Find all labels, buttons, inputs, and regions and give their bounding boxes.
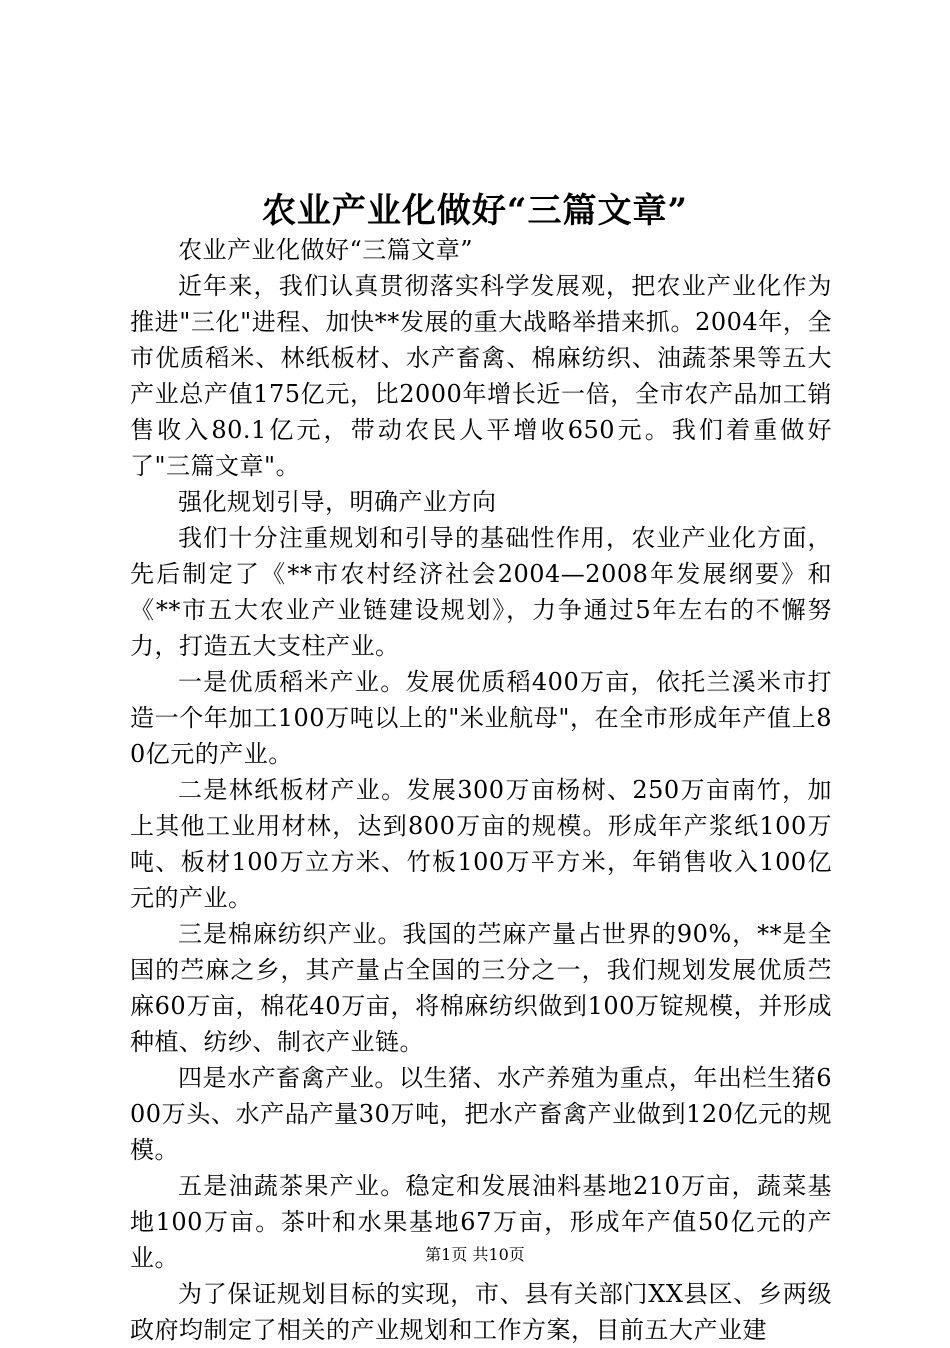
- document-body: [130, 232, 832, 1348]
- page-number: 第1页 共10页: [425, 1245, 525, 1264]
- paragraph: 近年来，我们认真贯彻落实科学发展观，把农业产业化作为推进"三化"进程、加快**发展的重大战略举措来抓。2004年，全市优质稻米、林纸板材、水产畜禽、棉麻纺织、油蔬茶果等五大产业总产值175亿元，比2000年增长近一倍，全市农产品加工销售收入80.1亿元，带动农民人平增收650元。我们着重做好了"三篇文章"。: [130, 272, 832, 480]
- paragraph: 一是优质稻米产业。发展优质稻400万亩，依托兰溪米市打造一个年加工100万吨以上的"米业航母"，在全市形成年产值上80亿元的产业。: [130, 668, 832, 768]
- paragraph: 五是油蔬茶果产业。稳定和发展油料基地210万亩，蔬菜基地100万亩。茶叶和水果基地67万亩，形成年产值50亿元的产业。: [130, 1172, 832, 1272]
- paragraph: 农业产业化做好“三篇文章”: [178, 236, 474, 264]
- paragraph: 为了保证规划目标的实现，市、县有关部门XX县区、乡两级政府均制定了相关的产业规划和工作方案，目前五大产业建: [130, 1280, 832, 1344]
- paragraph: 三是棉麻纺织产业。我国的苎麻产量占世界的90%，**是全国的苎麻之乡，其产量占全国的三分之一，我们规划发展优质苎麻60万亩，棉花40万亩，将棉麻纺织做到100万锭规模，并形成种植、纺纱、制衣产业链。: [130, 920, 832, 1056]
- paragraph: 二是林纸板材产业。发展300万亩杨树、250万亩南竹，加上其他工业用材林，达到800万亩的规模。形成年产浆纸100万吨、板材100万立方米、竹板100万平方米，年销售收入100亿元的产业。: [130, 776, 832, 912]
- paragraph: 四是水产畜禽产业。以生猪、水产养殖为重点，年出栏生猪600万头、水产品产量30万吨，把水产畜禽产业做到120亿元的规模。: [130, 1064, 832, 1164]
- section-heading: 强化规划引导，明确产业方向: [178, 488, 497, 516]
- document-title: 农业产业化做好“三篇文章”: [261, 191, 689, 231]
- paragraph: 我们十分注重规划和引导的基础性作用，农业产业化方面，先后制定了《**市农村经济社会2004—2008年发展纲要》和《**市五大农业产业链建设规划》，力争通过5年左右的不懈努力，打造五大支柱产业。: [130, 524, 832, 660]
